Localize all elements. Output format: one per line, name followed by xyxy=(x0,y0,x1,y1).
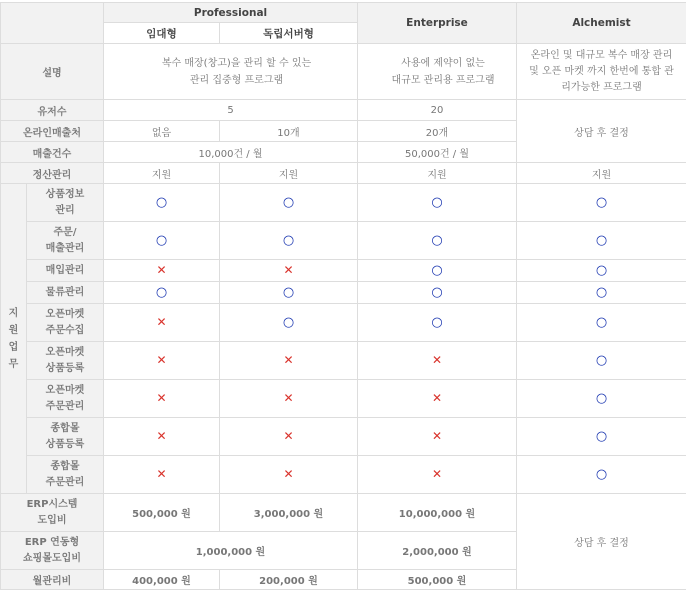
online-sales-rental: 없음 xyxy=(104,121,220,142)
supported-circle-icon: ○ xyxy=(596,195,607,210)
group-char: 지 xyxy=(9,308,19,319)
unsupported-x-icon: ✕ xyxy=(156,353,166,367)
support-mark xyxy=(358,418,517,456)
unsupported-x-icon: ✕ xyxy=(283,467,293,481)
row-label-erp-setup: ERP시스템 도입비 xyxy=(1,494,104,532)
support-mark xyxy=(220,260,358,282)
support-mark xyxy=(104,342,220,380)
support-group-label xyxy=(1,184,27,494)
supported-circle-icon: ○ xyxy=(596,315,607,330)
supported-circle-icon: ○ xyxy=(431,315,442,330)
supported-circle-icon: ○ xyxy=(596,233,607,248)
erp-setup-enterprise: 10,000,000 원 xyxy=(358,494,517,532)
supported-circle-icon: ○ xyxy=(431,285,442,300)
unsupported-x-icon: ✕ xyxy=(156,263,166,277)
supported-circle-icon: ○ xyxy=(596,391,607,406)
row-label-online-sales: 온라인매출처 xyxy=(1,121,104,142)
supported-circle-icon: ○ xyxy=(596,353,607,368)
support-mark xyxy=(220,184,358,222)
support-mark xyxy=(517,380,686,418)
supported-circle-icon: ○ xyxy=(283,195,294,210)
header-alchemist: Alchemist xyxy=(517,3,686,44)
monthly-enterprise: 500,000 원 xyxy=(358,570,517,590)
support-mark xyxy=(517,342,686,380)
header-enterprise: Enterprise xyxy=(358,3,517,44)
support-item-label: 오픈마켓 주문수집 xyxy=(27,304,104,342)
support-mark xyxy=(358,380,517,418)
support-mark xyxy=(220,222,358,260)
support-item-label: 매입관리 xyxy=(27,260,104,282)
desc-line: 관리 집중형 프로그램 xyxy=(190,75,283,86)
header-professional: Professional xyxy=(104,3,358,23)
support-item-label: 주문/ 매출관리 xyxy=(27,222,104,260)
settlement-enterprise: 지원 xyxy=(358,163,517,184)
unsupported-x-icon: ✕ xyxy=(432,353,442,367)
monthly-independent: 200,000 원 xyxy=(220,570,358,590)
settlement-alchemist: 지원 xyxy=(517,163,686,184)
unsupported-x-icon: ✕ xyxy=(156,467,166,481)
users-enterprise: 20 xyxy=(358,100,517,121)
group-char: 업 xyxy=(9,342,19,353)
desc-line: 온라인 및 대규모 복수 매장 관리 xyxy=(531,50,672,61)
alchemist-pricing-consult: 상담 후 결정 xyxy=(517,494,686,590)
row-label-sales-count: 매출건수 xyxy=(1,142,104,163)
unsupported-x-icon: ✕ xyxy=(432,429,442,443)
unsupported-x-icon: ✕ xyxy=(283,391,293,405)
support-mark xyxy=(104,282,220,304)
header-corner xyxy=(1,3,104,44)
shopping-setup-professional: 1,000,000 원 xyxy=(104,532,358,570)
support-mark xyxy=(104,380,220,418)
support-mark xyxy=(358,456,517,494)
support-mark xyxy=(517,282,686,304)
supported-circle-icon: ○ xyxy=(431,195,442,210)
row-label-monthly: 월관리비 xyxy=(1,570,104,590)
support-mark xyxy=(220,282,358,304)
supported-circle-icon: ○ xyxy=(596,263,607,278)
supported-circle-icon: ○ xyxy=(596,467,607,482)
row-label-settlement: 정산관리 xyxy=(1,163,104,184)
settlement-independent: 지원 xyxy=(220,163,358,184)
desc-line: 대규모 관리용 프로그램 xyxy=(392,75,495,86)
support-item-label: 상품정보 관리 xyxy=(27,184,104,222)
row-label-shopping-setup: ERP 연동형 쇼핑몰도입비 xyxy=(1,532,104,570)
supported-circle-icon: ○ xyxy=(283,285,294,300)
supported-circle-icon: ○ xyxy=(156,233,167,248)
support-mark xyxy=(358,342,517,380)
support-mark xyxy=(517,222,686,260)
alchemist-consult: 상담 후 결정 xyxy=(517,100,686,163)
row-label-users: 유저수 xyxy=(1,100,104,121)
support-item-label: 종합몰 주문관리 xyxy=(27,456,104,494)
online-sales-independent: 10개 xyxy=(220,121,358,142)
support-mark xyxy=(358,260,517,282)
header-rental: 임대형 xyxy=(104,23,220,44)
supported-circle-icon: ○ xyxy=(431,263,442,278)
unsupported-x-icon: ✕ xyxy=(283,429,293,443)
supported-circle-icon: ○ xyxy=(431,233,442,248)
erp-setup-independent: 3,000,000 원 xyxy=(220,494,358,532)
support-mark xyxy=(517,456,686,494)
support-item-label: 오픈마켓 상품등록 xyxy=(27,342,104,380)
unsupported-x-icon: ✕ xyxy=(156,429,166,443)
alchemist-description xyxy=(517,44,686,100)
supported-circle-icon: ○ xyxy=(283,233,294,248)
shopping-setup-enterprise: 2,000,000 원 xyxy=(358,532,517,570)
support-mark xyxy=(220,380,358,418)
row-label-description: 설명 xyxy=(1,44,104,100)
group-char: 무 xyxy=(9,359,19,370)
supported-circle-icon: ○ xyxy=(156,195,167,210)
support-mark xyxy=(104,222,220,260)
supported-circle-icon: ○ xyxy=(283,315,294,330)
support-mark xyxy=(220,342,358,380)
online-sales-enterprise: 20개 xyxy=(358,121,517,142)
support-mark xyxy=(358,184,517,222)
users-professional: 5 xyxy=(104,100,358,121)
sales-count-enterprise: 50,000건 / 월 xyxy=(358,142,517,163)
support-mark xyxy=(220,456,358,494)
settlement-rental: 지원 xyxy=(104,163,220,184)
desc-line: 사용에 제약이 없는 xyxy=(401,58,485,69)
support-item-label: 물류관리 xyxy=(27,282,104,304)
desc-line: 및 오픈 마켓 까지 한번에 통합 관 xyxy=(529,66,674,77)
supported-circle-icon: ○ xyxy=(156,285,167,300)
comparison-table xyxy=(0,2,686,590)
support-item-label: 종합몰 상품등록 xyxy=(27,418,104,456)
support-mark xyxy=(104,418,220,456)
support-mark xyxy=(517,184,686,222)
support-mark xyxy=(517,418,686,456)
support-mark xyxy=(358,304,517,342)
desc-line: 리가능한 프로그램 xyxy=(561,82,641,93)
unsupported-x-icon: ✕ xyxy=(283,263,293,277)
supported-circle-icon: ○ xyxy=(596,429,607,444)
support-mark xyxy=(220,418,358,456)
support-mark xyxy=(104,456,220,494)
support-item-label: 오픈마켓 주문관리 xyxy=(27,380,104,418)
unsupported-x-icon: ✕ xyxy=(432,467,442,481)
support-mark xyxy=(220,304,358,342)
supported-circle-icon: ○ xyxy=(596,285,607,300)
monthly-rental: 400,000 원 xyxy=(104,570,220,590)
group-char: 원 xyxy=(9,325,19,336)
erp-setup-rental: 500,000 원 xyxy=(104,494,220,532)
desc-line: 복수 매장(창고)을 관리 할 수 있는 xyxy=(162,58,311,69)
header-independent: 독립서버형 xyxy=(220,23,358,44)
support-mark xyxy=(104,304,220,342)
support-mark xyxy=(104,260,220,282)
unsupported-x-icon: ✕ xyxy=(432,391,442,405)
unsupported-x-icon: ✕ xyxy=(283,353,293,367)
support-mark xyxy=(358,222,517,260)
support-mark xyxy=(358,282,517,304)
professional-description xyxy=(104,44,358,100)
support-mark xyxy=(517,304,686,342)
unsupported-x-icon: ✕ xyxy=(156,391,166,405)
unsupported-x-icon: ✕ xyxy=(156,315,166,329)
support-mark xyxy=(104,184,220,222)
support-mark xyxy=(517,260,686,282)
enterprise-description xyxy=(358,44,517,100)
sales-count-professional: 10,000건 / 월 xyxy=(104,142,358,163)
